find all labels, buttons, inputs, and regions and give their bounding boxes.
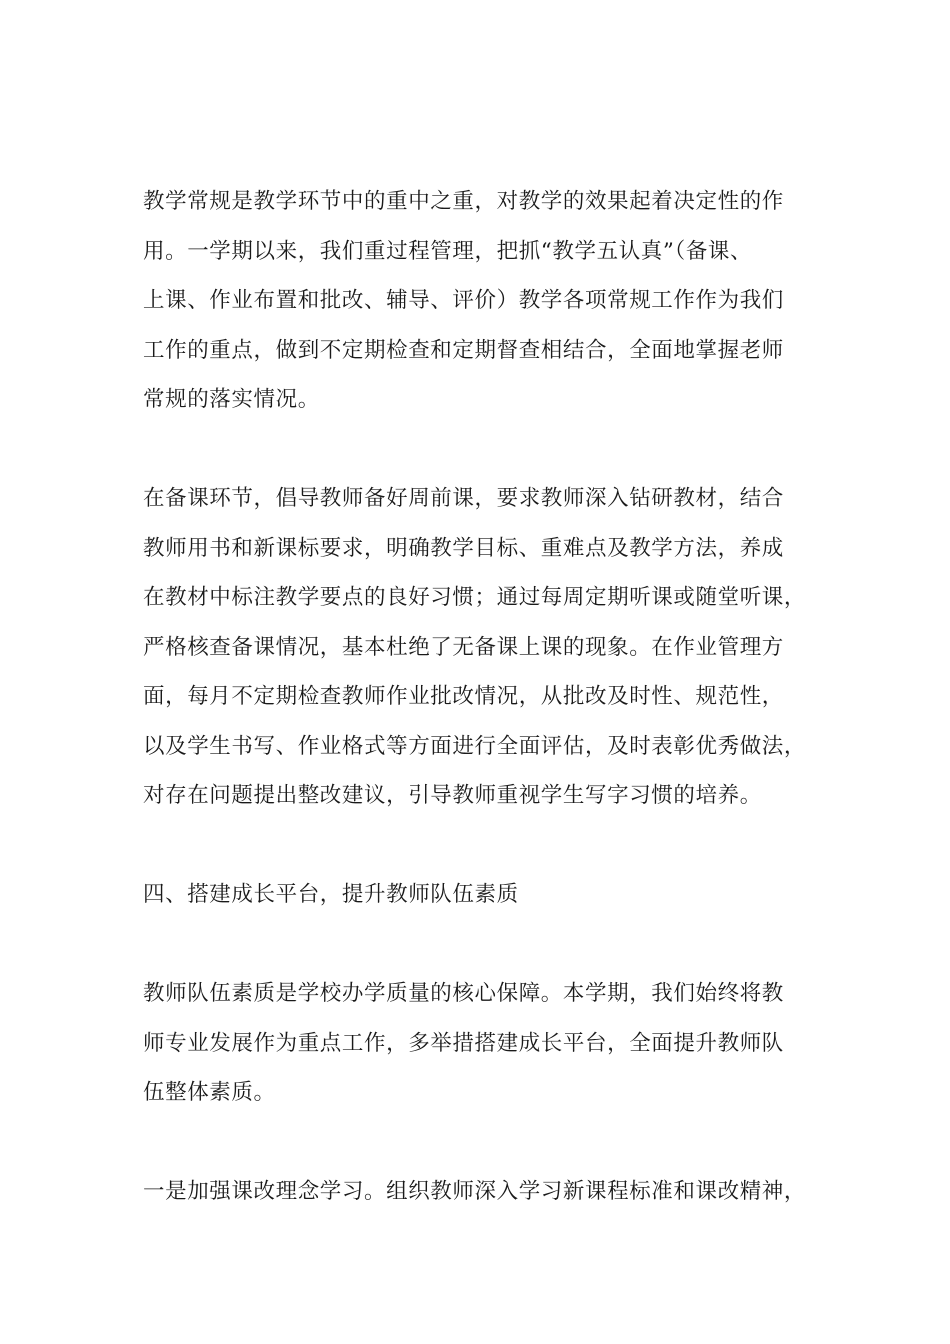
text-line: 严格核查备课情况，基本杜绝了无备课上课的现象。在作业管理方	[143, 634, 784, 660]
text-line: 工作的重点，做到不定期检查和定期督查相结合，全面地掌握老师	[143, 337, 784, 363]
paragraph-spacer	[143, 425, 833, 475]
text-line: 一是加强课改理念学习。组织教师深入学习新课程标准和课改精神，	[143, 1179, 807, 1204]
document-body	[143, 177, 833, 1217]
paragraph-curriculum-reform	[143, 1167, 833, 1217]
paragraph-spacer	[143, 920, 833, 970]
text-line: 用。一学期以来，我们重过程管理，把抓“教学五认真”（备课、	[143, 238, 753, 264]
text-line: 上课、作业布置和批改、辅导、评价）教学各项常规工作作为我们	[143, 288, 784, 313]
text-line: 在备课环节，倡导教师备好周前课，要求教师深入钻研教材，结合	[143, 486, 784, 511]
text-line: 面，每月不定期检查教师作业批改情况，从批改及时性、规范性，	[143, 684, 784, 709]
paragraph-teaching-routine	[143, 177, 833, 425]
text-line: 教师用书和新课标要求，明确教学目标、重难点及教学方法，养成	[143, 535, 784, 561]
paragraph-teacher-quality	[143, 969, 833, 1118]
text-line: 伍整体素质。	[143, 1080, 276, 1105]
text-line: 教师队伍素质是学校办学质量的核心保障。本学期，我们始终将教	[143, 981, 784, 1006]
text-line: 以及学生书写、作业格式等方面进行全面评估，及时表彰优秀做法，	[143, 733, 807, 759]
paragraph-spacer	[143, 821, 833, 871]
paragraph-spacer	[143, 1118, 833, 1168]
text-line: 在教材中标注教学要点的良好习惯；通过每周定期听课或随堂听课，	[143, 585, 807, 610]
text-line: 常规的落实情况。	[143, 387, 320, 412]
text-line: 对存在问题提出整改建议，引导教师重视学生写字习惯的培养。	[143, 783, 762, 808]
text-line: 教学常规是教学环节中的重中之重，对教学的效果起着决定性的作	[143, 189, 784, 214]
paragraph-lesson-prep	[143, 474, 833, 821]
section-heading: 四、搭建成长平台，提升教师队伍素质	[143, 882, 519, 907]
text-line: 师专业发展作为重点工作，多举措搭建成长平台，全面提升教师队	[143, 1030, 784, 1056]
